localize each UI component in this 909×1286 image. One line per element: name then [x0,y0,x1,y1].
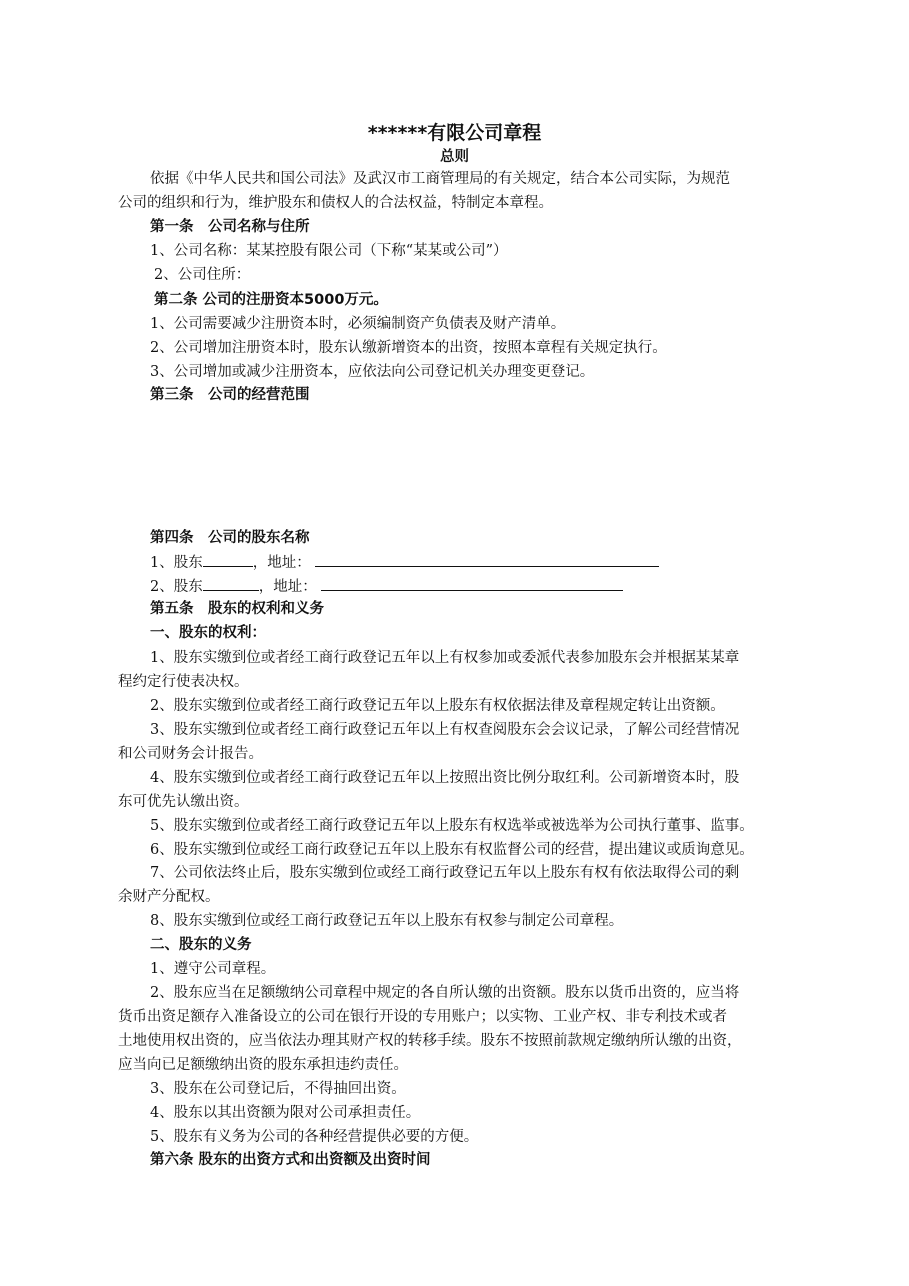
duty-item-line: 1、遵守公司章程。 [150,961,276,977]
article-1-item: 1、公司名称：某某控股有限公司（下称“某某或公司”） [150,243,508,259]
intro-paragraph-line: 公司的组织和行为，维护股东和债权人的合法权益，特制定本章程。 [118,195,553,211]
shareholder-2-address-label: ，地址： [258,579,317,595]
article-2-item: 3、公司增加或减少注册资本，应依法向公司登记机关办理变更登记。 [150,364,595,380]
intro-paragraph-line: 依据《中华人民共和国公司法》及武汉市工商管理局的有关规定，结合本公司实际，为规范 [150,171,730,187]
document-title: ******有限公司章程 [367,122,542,144]
article-3-heading: 第三条 公司的经营范围 [150,387,310,403]
document-subtitle: 总则 [440,149,469,165]
right-item-line: 3、股东实缴到位或者经工商行政登记五年以上有权查阅股东会会议记录，了解公司经营情况 [150,722,740,738]
right-item-line: 余财产分配权。 [118,889,220,905]
duty-item-line: 5、股东有义务为公司的各种经营提供必要的方便。 [150,1129,479,1145]
shareholder-1-address-blank [315,552,659,567]
article-6-heading: 第六条 股东的出资方式和出资额及出资时间 [150,1152,431,1168]
duty-item-line: 2、股东应当在足额缴纳公司章程中规定的各自所认缴的出资额。股东以货币出资的，应当将 [150,985,740,1001]
right-item-line: 东可优先认缴出资。 [118,794,249,810]
right-item-line: 5、股东实缴到位或者经工商行政登记五年以上股东有权选举或被选举为公司执行董事、监事。 [150,818,754,834]
duty-item-line: 货币出资足额存入准备设立的公司在银行开设的专用账户；以实物、工业产权、非专利技术或者 [118,1009,727,1025]
article-2-item: 1、公司需要减少注册资本时，必须编制资产负债表及财产清单。 [150,316,566,332]
duty-item-line: 土地使用权出资的，应当依法办理其财产权的转移手续。股东不按照前款规定缴纳所认缴的出资， [118,1033,742,1049]
shareholder-1-prefix: 1、股东 [150,555,203,571]
article-1-heading: 第一条 公司名称与住所 [150,219,310,235]
article-1-item: 2、公司住所： [154,267,251,283]
shareholder-2-prefix: 2、股东 [150,579,203,595]
article-2-heading: 第二条 公司的注册资本5000万元。 [154,292,388,308]
right-item-line: 2、股东实缴到位或者经工商行政登记五年以上股东有权依据法律及章程规定转让出资额。 [150,698,725,714]
shareholder-2-address-blank [321,576,623,591]
article-4-heading: 第四条 公司的股东名称 [150,530,310,546]
right-item-line: 8、股东实缴到位或经工商行政登记五年以上股东有权参与制定公司章程。 [150,913,624,929]
rights-heading: 一、股东的权利： [150,625,266,641]
duty-item-line: 4、股东以其出资额为限对公司承担责任。 [150,1105,421,1121]
right-item-line: 和公司财务会计报告。 [118,746,263,762]
duty-item-line: 3、股东在公司登记后，不得抽回出资。 [150,1081,406,1097]
article-5-heading: 第五条 股东的权利和义务 [150,601,324,617]
right-item-line: 程约定行使表决权。 [118,674,249,690]
duties-heading: 二、股东的义务 [150,937,252,953]
right-item-line: 7、公司依法终止后，股东实缴到位或经工商行政登记五年以上股东有权有依法取得公司的剩 [150,865,740,881]
right-item-line: 4、股东实缴到位或者经工商行政登记五年以上按照出资比例分取红利。公司新增资本时，股 [150,770,740,786]
shareholder-2-line [150,576,623,597]
shareholder-2-name-blank [203,576,259,591]
right-item-line: 1、股东实缴到位或者经工商行政登记五年以上有权参加或委派代表参加股东会并根据某某章 [150,650,740,666]
shareholder-1-line [150,552,659,573]
shareholder-1-address-label: ，地址： [252,555,311,571]
shareholder-1-name-blank [203,552,253,567]
duty-item-line: 应当向已足额缴纳出资的股东承担违约责任。 [118,1057,408,1073]
article-2-item: 2、公司增加注册资本时，股东认缴新增资本的出资，按照本章程有关规定执行。 [150,340,667,356]
right-item-line: 6、股东实缴到位或经工商行政登记五年以上股东有权监督公司的经营，提出建议或质询意见。 [150,842,754,858]
